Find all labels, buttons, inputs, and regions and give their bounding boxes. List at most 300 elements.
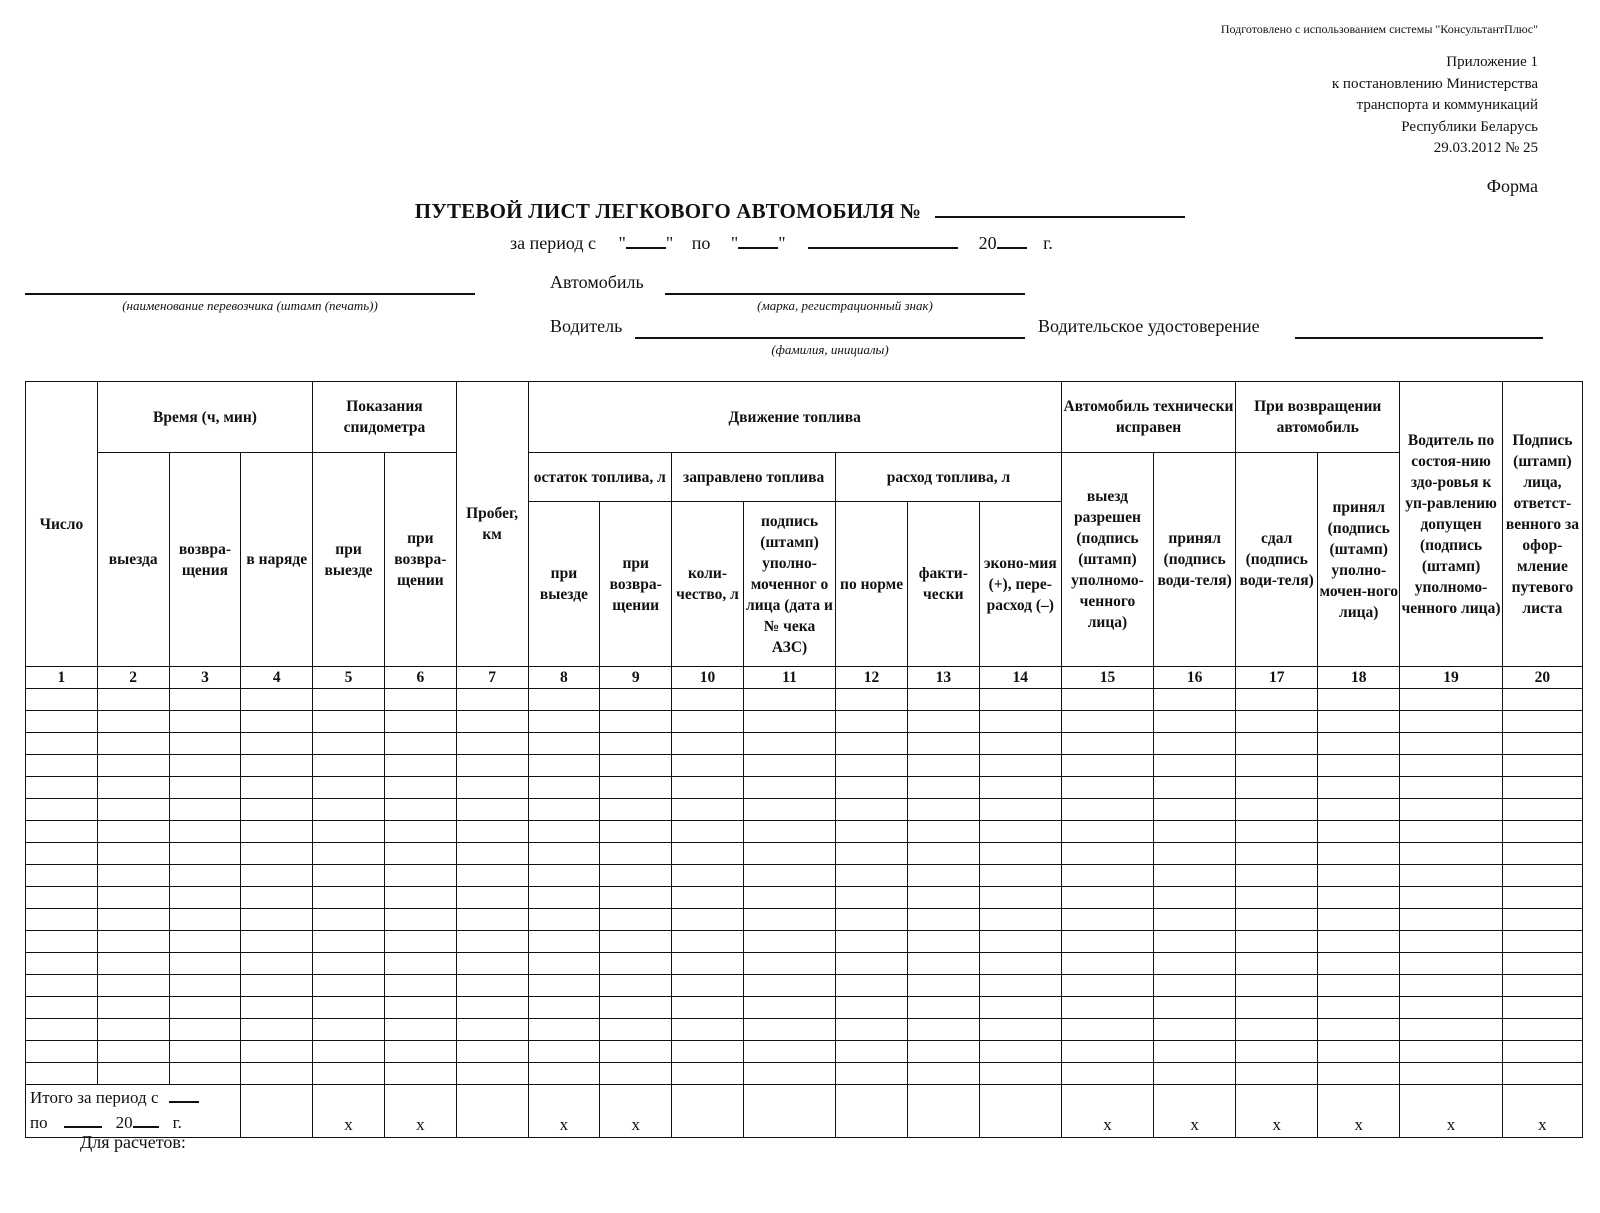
table-cell[interactable]	[169, 711, 241, 733]
table-cell[interactable]	[1154, 975, 1236, 997]
table-cell[interactable]	[836, 689, 908, 711]
table-cell[interactable]	[672, 865, 744, 887]
table-cell[interactable]	[26, 733, 98, 755]
table-cell[interactable]	[241, 1063, 313, 1085]
table-cell[interactable]	[1154, 997, 1236, 1019]
table-cell[interactable]	[1154, 755, 1236, 777]
table-cell[interactable]	[1318, 887, 1400, 909]
table-cell[interactable]	[600, 1019, 672, 1041]
table-cell[interactable]	[169, 689, 241, 711]
table-cell[interactable]	[456, 865, 528, 887]
table-cell[interactable]	[528, 777, 600, 799]
table-cell[interactable]	[456, 755, 528, 777]
table-cell[interactable]	[384, 887, 456, 909]
table-cell[interactable]	[600, 887, 672, 909]
table-cell[interactable]	[1061, 711, 1153, 733]
table-cell[interactable]	[1061, 689, 1153, 711]
table-cell[interactable]	[1236, 997, 1318, 1019]
table-cell[interactable]	[169, 997, 241, 1019]
table-cell[interactable]	[743, 1063, 835, 1085]
table-cell[interactable]	[1236, 909, 1318, 931]
table-cell[interactable]	[979, 909, 1061, 931]
table-cell[interactable]	[1154, 1063, 1236, 1085]
table-cell[interactable]	[1236, 975, 1318, 997]
table-cell[interactable]	[528, 711, 600, 733]
table-cell[interactable]	[313, 997, 385, 1019]
table-cell[interactable]	[1318, 689, 1400, 711]
table-cell[interactable]	[169, 777, 241, 799]
table-cell[interactable]	[600, 1041, 672, 1063]
table-cell[interactable]	[169, 865, 241, 887]
table-cell[interactable]	[1400, 931, 1503, 953]
table-cell[interactable]	[528, 843, 600, 865]
table-cell[interactable]	[979, 1041, 1061, 1063]
table-cell[interactable]	[456, 909, 528, 931]
table-cell[interactable]	[1236, 887, 1318, 909]
table-cell[interactable]	[979, 843, 1061, 865]
table-cell[interactable]	[743, 843, 835, 865]
table-cell[interactable]	[384, 953, 456, 975]
table-cell[interactable]	[384, 711, 456, 733]
table-cell[interactable]	[313, 755, 385, 777]
table-cell[interactable]	[26, 997, 98, 1019]
table-cell[interactable]	[97, 711, 169, 733]
table-cell[interactable]	[169, 1041, 241, 1063]
table-cell[interactable]	[528, 953, 600, 975]
table-cell[interactable]	[1154, 865, 1236, 887]
table-cell[interactable]	[313, 931, 385, 953]
table-cell[interactable]	[1502, 953, 1582, 975]
table-cell[interactable]	[836, 1063, 908, 1085]
table-cell[interactable]	[313, 777, 385, 799]
table-cell[interactable]	[979, 711, 1061, 733]
table-cell[interactable]	[456, 821, 528, 843]
table-cell[interactable]	[169, 931, 241, 953]
table-cell[interactable]	[97, 1019, 169, 1041]
table-cell[interactable]	[97, 1063, 169, 1085]
table-cell[interactable]	[26, 909, 98, 931]
table-cell[interactable]	[1400, 711, 1503, 733]
table-cell[interactable]	[169, 843, 241, 865]
total-year-field[interactable]	[133, 1110, 159, 1128]
table-cell[interactable]	[979, 887, 1061, 909]
table-cell[interactable]	[600, 865, 672, 887]
table-cell[interactable]	[97, 931, 169, 953]
table-cell[interactable]	[836, 777, 908, 799]
table-cell[interactable]	[1400, 755, 1503, 777]
table-cell[interactable]	[26, 953, 98, 975]
table-cell[interactable]	[1318, 755, 1400, 777]
table-cell[interactable]	[313, 887, 385, 909]
table-cell[interactable]	[907, 843, 979, 865]
table-cell[interactable]	[456, 733, 528, 755]
table-cell[interactable]	[907, 733, 979, 755]
table-cell[interactable]	[456, 1041, 528, 1063]
table-cell[interactable]	[1502, 799, 1582, 821]
table-cell[interactable]	[169, 821, 241, 843]
table-cell[interactable]	[456, 1063, 528, 1085]
table-cell[interactable]	[384, 997, 456, 1019]
table-cell[interactable]	[528, 1019, 600, 1041]
total-to-day-field[interactable]	[64, 1110, 102, 1128]
table-cell[interactable]	[313, 953, 385, 975]
table-cell[interactable]	[528, 821, 600, 843]
table-cell[interactable]	[384, 1019, 456, 1041]
table-cell[interactable]	[672, 711, 744, 733]
table-cell[interactable]	[1318, 1063, 1400, 1085]
table-cell[interactable]	[1061, 997, 1153, 1019]
table-cell[interactable]	[1400, 953, 1503, 975]
period-to-day-field[interactable]	[738, 229, 778, 249]
table-cell[interactable]	[979, 733, 1061, 755]
table-cell[interactable]	[979, 975, 1061, 997]
table-cell[interactable]	[600, 755, 672, 777]
table-cell[interactable]	[528, 909, 600, 931]
table-cell[interactable]	[907, 997, 979, 1019]
table-cell[interactable]	[1061, 1019, 1153, 1041]
table-cell[interactable]	[600, 975, 672, 997]
table-cell[interactable]	[836, 843, 908, 865]
table-cell[interactable]	[241, 975, 313, 997]
table-cell[interactable]	[97, 997, 169, 1019]
table-cell[interactable]	[241, 843, 313, 865]
table-cell[interactable]	[169, 953, 241, 975]
table-cell[interactable]	[1154, 689, 1236, 711]
table-cell[interactable]	[743, 931, 835, 953]
table-cell[interactable]	[1154, 953, 1236, 975]
table-cell[interactable]	[384, 799, 456, 821]
table-cell[interactable]	[97, 799, 169, 821]
table-cell[interactable]	[907, 755, 979, 777]
table-cell[interactable]	[672, 733, 744, 755]
table-cell[interactable]	[672, 1041, 744, 1063]
table-cell[interactable]	[1502, 1063, 1582, 1085]
table-cell[interactable]	[1400, 1041, 1503, 1063]
table-cell[interactable]	[1502, 711, 1582, 733]
table-cell[interactable]	[743, 975, 835, 997]
table-cell[interactable]	[836, 887, 908, 909]
table-cell[interactable]	[97, 843, 169, 865]
table-cell[interactable]	[241, 997, 313, 1019]
table-cell[interactable]	[1061, 799, 1153, 821]
table-cell[interactable]	[313, 1019, 385, 1041]
table-cell[interactable]	[1318, 1041, 1400, 1063]
table-cell[interactable]	[1502, 1041, 1582, 1063]
total-cell[interactable]	[672, 1085, 744, 1138]
table-cell[interactable]	[600, 909, 672, 931]
table-cell[interactable]	[1400, 843, 1503, 865]
table-cell[interactable]	[1400, 909, 1503, 931]
table-cell[interactable]	[672, 821, 744, 843]
table-cell[interactable]	[313, 689, 385, 711]
table-cell[interactable]	[313, 865, 385, 887]
table-cell[interactable]	[1400, 821, 1503, 843]
table-cell[interactable]	[456, 997, 528, 1019]
table-cell[interactable]	[743, 1019, 835, 1041]
table-cell[interactable]	[836, 1041, 908, 1063]
table-cell[interactable]	[672, 1063, 744, 1085]
table-cell[interactable]	[907, 975, 979, 997]
table-cell[interactable]	[1502, 1019, 1582, 1041]
table-cell[interactable]	[384, 755, 456, 777]
table-cell[interactable]	[313, 821, 385, 843]
table-cell[interactable]	[384, 931, 456, 953]
table-cell[interactable]	[1061, 843, 1153, 865]
table-cell[interactable]	[1502, 733, 1582, 755]
table-cell[interactable]	[169, 909, 241, 931]
table-cell[interactable]	[26, 821, 98, 843]
table-cell[interactable]	[1236, 777, 1318, 799]
total-cell[interactable]	[743, 1085, 835, 1138]
table-cell[interactable]	[907, 953, 979, 975]
table-cell[interactable]	[979, 689, 1061, 711]
table-cell[interactable]	[528, 799, 600, 821]
table-cell[interactable]	[1154, 931, 1236, 953]
table-cell[interactable]	[97, 733, 169, 755]
table-cell[interactable]	[907, 887, 979, 909]
table-cell[interactable]	[26, 689, 98, 711]
table-cell[interactable]	[1400, 733, 1503, 755]
table-cell[interactable]	[979, 755, 1061, 777]
table-cell[interactable]	[241, 689, 313, 711]
table-cell[interactable]	[1236, 689, 1318, 711]
table-cell[interactable]	[836, 931, 908, 953]
table-cell[interactable]	[836, 865, 908, 887]
table-cell[interactable]	[456, 975, 528, 997]
table-cell[interactable]	[907, 1063, 979, 1085]
table-cell[interactable]	[97, 755, 169, 777]
table-cell[interactable]	[1502, 777, 1582, 799]
table-cell[interactable]	[600, 931, 672, 953]
table-cell[interactable]	[97, 975, 169, 997]
table-cell[interactable]	[1236, 953, 1318, 975]
table-cell[interactable]	[979, 865, 1061, 887]
total-cell[interactable]	[836, 1085, 908, 1138]
table-cell[interactable]	[1236, 799, 1318, 821]
table-cell[interactable]	[313, 1063, 385, 1085]
table-cell[interactable]	[1236, 821, 1318, 843]
table-cell[interactable]	[743, 1041, 835, 1063]
table-cell[interactable]	[743, 865, 835, 887]
table-cell[interactable]	[313, 733, 385, 755]
table-cell[interactable]	[1400, 1063, 1503, 1085]
table-cell[interactable]	[1154, 909, 1236, 931]
table-cell[interactable]	[1318, 909, 1400, 931]
table-cell[interactable]	[743, 689, 835, 711]
table-cell[interactable]	[26, 975, 98, 997]
table-cell[interactable]	[384, 821, 456, 843]
table-cell[interactable]	[169, 799, 241, 821]
table-cell[interactable]	[97, 689, 169, 711]
table-cell[interactable]	[907, 931, 979, 953]
table-cell[interactable]	[384, 733, 456, 755]
table-cell[interactable]	[1318, 843, 1400, 865]
table-cell[interactable]	[1236, 931, 1318, 953]
table-cell[interactable]	[528, 975, 600, 997]
table-cell[interactable]	[313, 799, 385, 821]
table-cell[interactable]	[313, 711, 385, 733]
table-cell[interactable]	[1154, 887, 1236, 909]
table-cell[interactable]	[743, 755, 835, 777]
table-cell[interactable]	[26, 1063, 98, 1085]
table-cell[interactable]	[528, 733, 600, 755]
table-cell[interactable]	[97, 821, 169, 843]
table-cell[interactable]	[528, 1063, 600, 1085]
table-cell[interactable]	[1502, 975, 1582, 997]
license-field[interactable]	[1295, 337, 1543, 339]
table-cell[interactable]	[836, 711, 908, 733]
table-cell[interactable]	[600, 689, 672, 711]
table-cell[interactable]	[600, 733, 672, 755]
table-cell[interactable]	[241, 799, 313, 821]
table-cell[interactable]	[1318, 777, 1400, 799]
table-cell[interactable]	[979, 777, 1061, 799]
table-cell[interactable]	[1502, 755, 1582, 777]
table-cell[interactable]	[1502, 909, 1582, 931]
period-from-day-field[interactable]	[626, 229, 666, 249]
table-cell[interactable]	[1502, 689, 1582, 711]
table-cell[interactable]	[600, 711, 672, 733]
table-cell[interactable]	[836, 975, 908, 997]
table-cell[interactable]	[672, 953, 744, 975]
table-cell[interactable]	[907, 799, 979, 821]
table-cell[interactable]	[1061, 1063, 1153, 1085]
table-cell[interactable]	[1154, 733, 1236, 755]
table-cell[interactable]	[907, 689, 979, 711]
table-cell[interactable]	[1154, 777, 1236, 799]
table-cell[interactable]	[1318, 975, 1400, 997]
table-cell[interactable]	[313, 975, 385, 997]
table-cell[interactable]	[1318, 733, 1400, 755]
table-cell[interactable]	[743, 887, 835, 909]
table-cell[interactable]	[26, 1041, 98, 1063]
table-cell[interactable]	[907, 1019, 979, 1041]
table-cell[interactable]	[743, 821, 835, 843]
table-cell[interactable]	[456, 953, 528, 975]
table-cell[interactable]	[97, 865, 169, 887]
table-cell[interactable]	[1236, 733, 1318, 755]
table-cell[interactable]	[979, 799, 1061, 821]
table-cell[interactable]	[241, 931, 313, 953]
table-cell[interactable]	[241, 909, 313, 931]
table-cell[interactable]	[672, 1019, 744, 1041]
table-cell[interactable]	[907, 865, 979, 887]
table-cell[interactable]	[1061, 1041, 1153, 1063]
table-cell[interactable]	[1502, 997, 1582, 1019]
table-cell[interactable]	[600, 1063, 672, 1085]
table-cell[interactable]	[979, 1019, 1061, 1041]
table-cell[interactable]	[169, 1019, 241, 1041]
table-cell[interactable]	[169, 733, 241, 755]
table-cell[interactable]	[384, 909, 456, 931]
table-cell[interactable]	[672, 843, 744, 865]
table-cell[interactable]	[1154, 711, 1236, 733]
table-cell[interactable]	[1061, 777, 1153, 799]
table-cell[interactable]	[313, 843, 385, 865]
table-cell[interactable]	[1318, 1019, 1400, 1041]
total-cell[interactable]	[907, 1085, 979, 1138]
table-cell[interactable]	[743, 997, 835, 1019]
table-cell[interactable]	[241, 1041, 313, 1063]
table-cell[interactable]	[97, 909, 169, 931]
table-cell[interactable]	[1236, 865, 1318, 887]
table-cell[interactable]	[672, 799, 744, 821]
table-cell[interactable]	[241, 1019, 313, 1041]
table-cell[interactable]	[743, 777, 835, 799]
table-cell[interactable]	[26, 931, 98, 953]
table-cell[interactable]	[743, 953, 835, 975]
table-cell[interactable]	[672, 755, 744, 777]
table-cell[interactable]	[1061, 953, 1153, 975]
table-cell[interactable]	[836, 1019, 908, 1041]
table-cell[interactable]	[456, 711, 528, 733]
table-cell[interactable]	[1318, 799, 1400, 821]
table-cell[interactable]	[907, 777, 979, 799]
table-cell[interactable]	[600, 997, 672, 1019]
table-cell[interactable]	[26, 1019, 98, 1041]
table-cell[interactable]	[528, 931, 600, 953]
table-cell[interactable]	[97, 777, 169, 799]
table-cell[interactable]	[241, 887, 313, 909]
table-cell[interactable]	[836, 909, 908, 931]
table-cell[interactable]	[528, 887, 600, 909]
table-cell[interactable]	[1400, 777, 1503, 799]
table-cell[interactable]	[456, 887, 528, 909]
table-cell[interactable]	[836, 755, 908, 777]
table-cell[interactable]	[241, 733, 313, 755]
table-cell[interactable]	[241, 711, 313, 733]
table-cell[interactable]	[26, 755, 98, 777]
table-cell[interactable]	[600, 821, 672, 843]
table-cell[interactable]	[528, 865, 600, 887]
table-cell[interactable]	[384, 777, 456, 799]
waybill-number-field[interactable]	[935, 196, 1185, 218]
table-cell[interactable]	[241, 777, 313, 799]
table-cell[interactable]	[1061, 755, 1153, 777]
table-cell[interactable]	[26, 865, 98, 887]
table-cell[interactable]	[1400, 997, 1503, 1019]
table-cell[interactable]	[979, 997, 1061, 1019]
table-cell[interactable]	[1400, 689, 1503, 711]
table-cell[interactable]	[1318, 953, 1400, 975]
table-cell[interactable]	[836, 953, 908, 975]
table-cell[interactable]	[456, 843, 528, 865]
table-cell[interactable]	[528, 997, 600, 1019]
table-cell[interactable]	[1236, 1063, 1318, 1085]
table-cell[interactable]	[384, 1041, 456, 1063]
table-cell[interactable]	[1236, 1019, 1318, 1041]
table-cell[interactable]	[979, 1063, 1061, 1085]
table-cell[interactable]	[528, 689, 600, 711]
table-cell[interactable]	[1061, 975, 1153, 997]
table-cell[interactable]	[600, 799, 672, 821]
table-cell[interactable]	[1400, 865, 1503, 887]
table-cell[interactable]	[743, 909, 835, 931]
table-cell[interactable]	[26, 799, 98, 821]
table-cell[interactable]	[456, 1019, 528, 1041]
table-cell[interactable]	[169, 1063, 241, 1085]
period-month-field[interactable]	[808, 229, 958, 249]
table-cell[interactable]	[241, 755, 313, 777]
table-cell[interactable]	[1236, 711, 1318, 733]
table-cell[interactable]	[26, 887, 98, 909]
table-cell[interactable]	[743, 799, 835, 821]
table-cell[interactable]	[907, 909, 979, 931]
table-cell[interactable]	[241, 865, 313, 887]
table-cell[interactable]	[97, 887, 169, 909]
total-cell[interactable]	[456, 1085, 528, 1138]
table-cell[interactable]	[384, 843, 456, 865]
